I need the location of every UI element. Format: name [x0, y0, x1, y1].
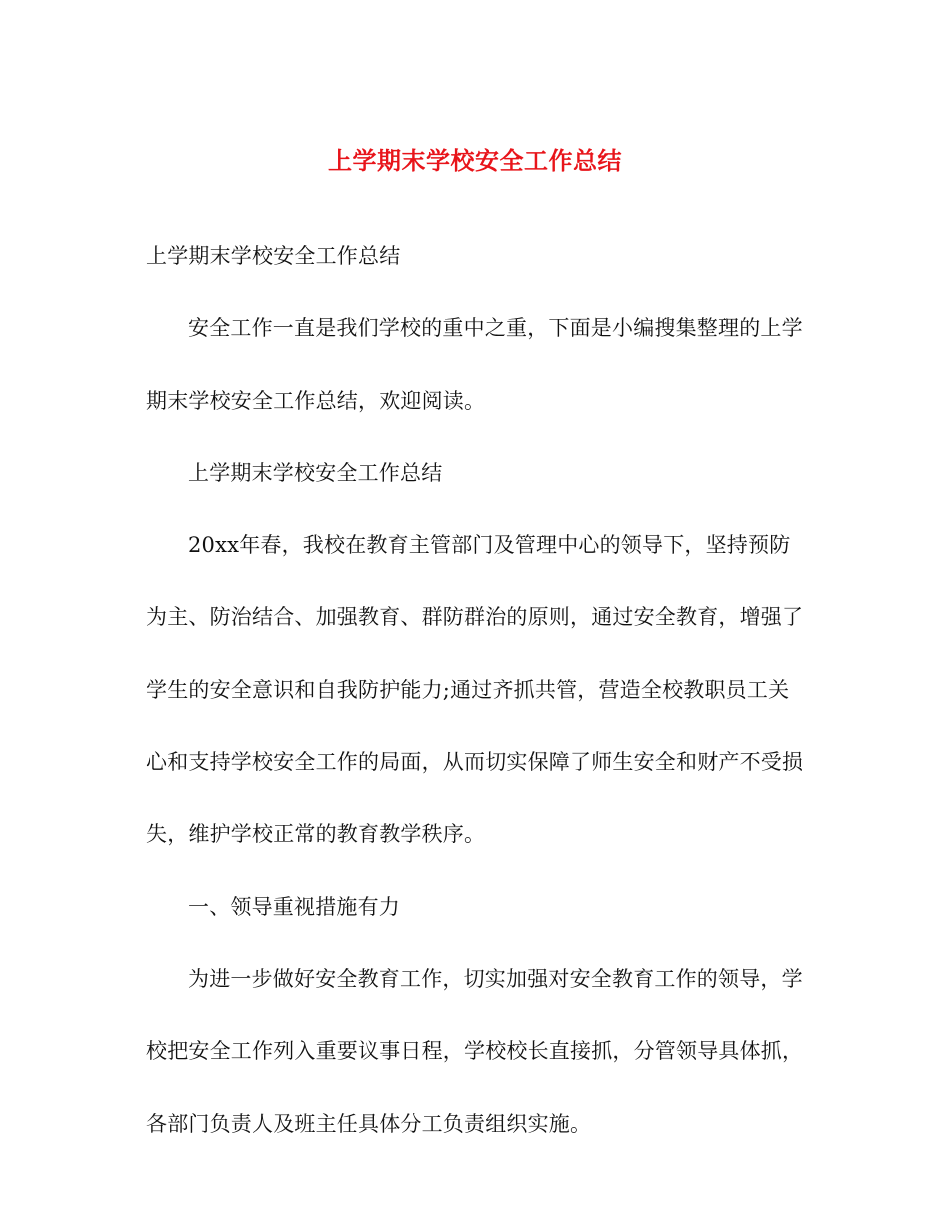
document-body — [146, 220, 806, 1160]
paragraph-summary: 20xx年春，我校在教育主管部门及管理中心的领导下，坚持预防为主、防治结合、加强教育、群防群治的原则，通过安全教育，增强了学生的安全意识和自我防护能力;通过齐抓共管，营造全校教职员工关心和支持学校安全工作的局面，从而切实保障了师生安全和财产不受损失，维护学校正常的教育教学秩序。 — [146, 533, 804, 847]
paragraph-section-1: 为进一步做好安全教育工作，切实加强对安全教育工作的领导，学校把安全工作列入重要议事日程，学校校长直接抓，分管领导具体抓，各部门负责人及班主任具体分工负责组织实施。 — [146, 966, 804, 1136]
paragraph-heading: 上学期末学校安全工作总结 — [188, 460, 443, 485]
document-title: 上学期末学校安全工作总结 — [328, 147, 622, 175]
paragraph-subtitle: 上学期末学校安全工作总结 — [146, 244, 401, 268]
paragraph-intro: 安全工作一直是我们学校的重中之重，下面是小编搜集整理的上学期末学校安全工作总结，欢迎阅读。 — [146, 316, 803, 413]
section-heading-1: 一、领导重视措施有力 — [188, 894, 400, 919]
